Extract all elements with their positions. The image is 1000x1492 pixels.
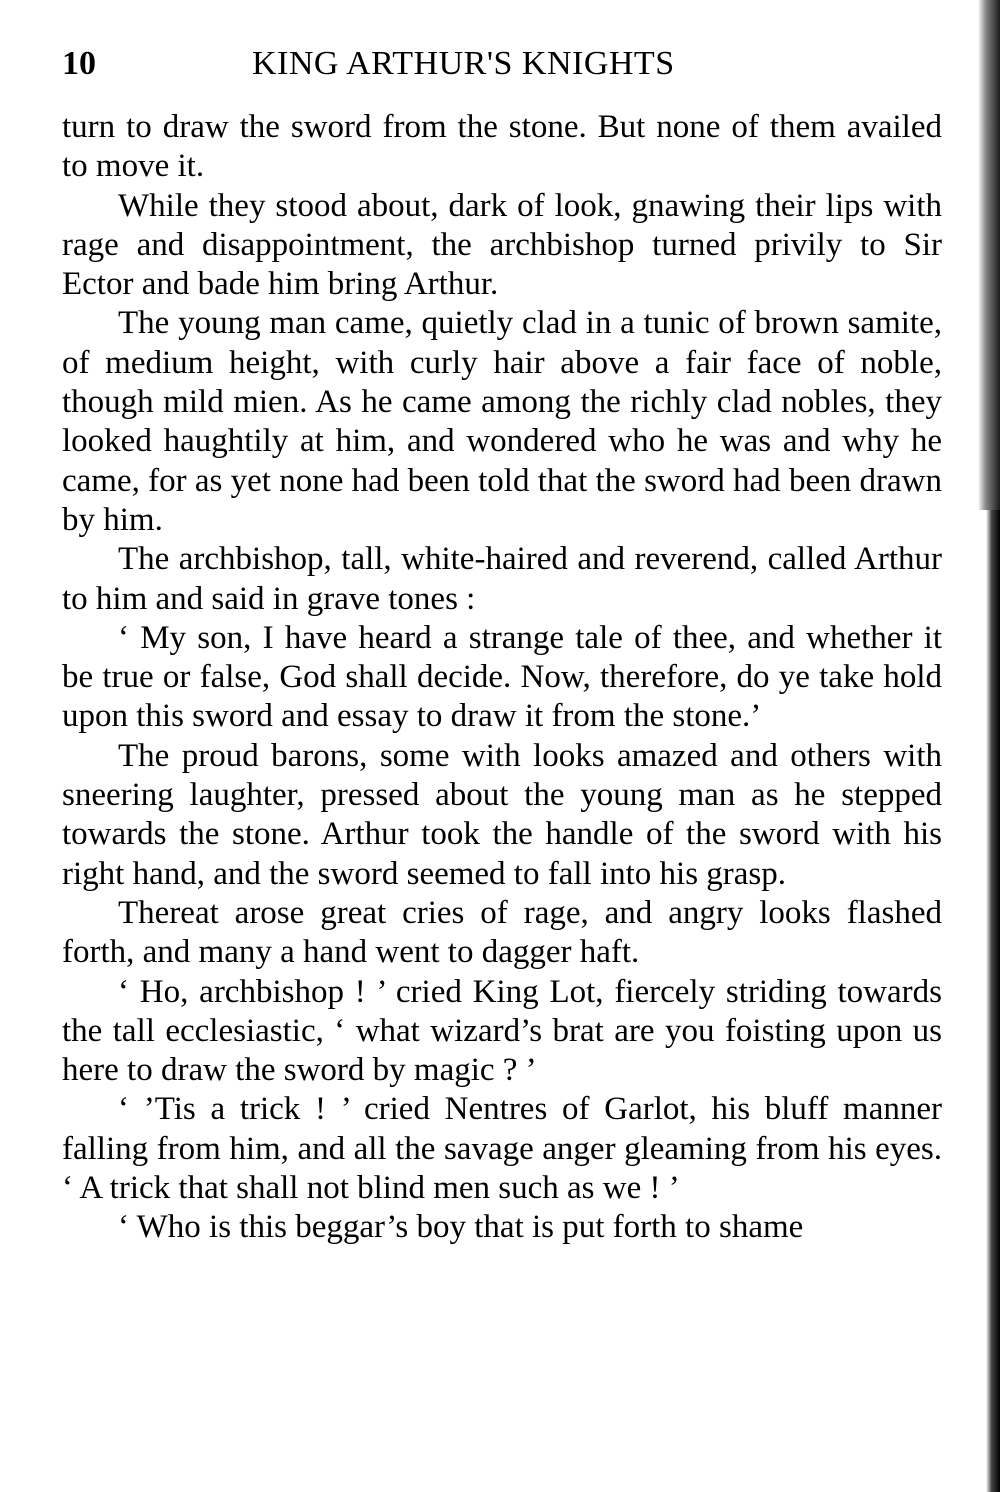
paragraph: The archbishop, tall, white-haired and reverend, called Arthur to him and said in grave tones : <box>62 541 942 617</box>
paragraph: ‘ ’Tis a trick ! ’ cried Nentres of Garlot, his bluff manner falling from him, and all the savage anger gleaming from his eyes. ‘ A trick that shall not blind men such as we ! ’ <box>62 1091 942 1207</box>
page-binding-shadow-top <box>978 0 1000 510</box>
paragraph: The proud barons, some with looks amazed and others with sneering laughter, pressed about the young man as he stepped towards the stone. Arthur took the handle of the sword with his right hand, and the sword seemed to fall into his grasp. <box>62 737 942 892</box>
running-head: KING ARTHUR'S KNIGHTS <box>252 45 675 82</box>
paragraph: ‘ Who is this beggar’s boy that is put forth to shame <box>118 1209 804 1246</box>
paragraph: ‘ My son, I have heard a strange tale of thee, and whether it be true or false, God shall decide. Now, therefore, do ye take hold upon this sword and essay to draw it from the stone.’ <box>62 619 942 735</box>
body-text <box>62 108 942 1248</box>
paragraph: The young man came, quietly clad in a tunic of brown samite, of medium height, with curly hair above a fair face of noble, though mild mien. As he came among the richly clad nobles, they looked haughtily at him, and wondered who he was and why he came, for as yet none had been told that the sword had been drawn by him. <box>62 305 942 538</box>
paragraph: ‘ Ho, archbishop ! ’ cried King Lot, fiercely striding towards the tall ecclesiastic, ‘ what wizard’s brat are you foisting upon us here to draw the sword by magic ? ’ <box>62 973 942 1089</box>
paragraph: While they stood about, dark of look, gnawing their lips with rage and disappointment, the archbishop turned privily to Sir Ector and bade him bring Arthur. <box>62 187 942 303</box>
paragraph: turn to draw the sword from the stone. But none of them availed to move it. <box>62 109 942 185</box>
page-number: 10 <box>62 45 96 82</box>
paragraph: Thereat arose great cries of rage, and angry looks flashed forth, and many a hand went to dagger haft. <box>62 894 942 971</box>
page-header <box>62 42 942 86</box>
